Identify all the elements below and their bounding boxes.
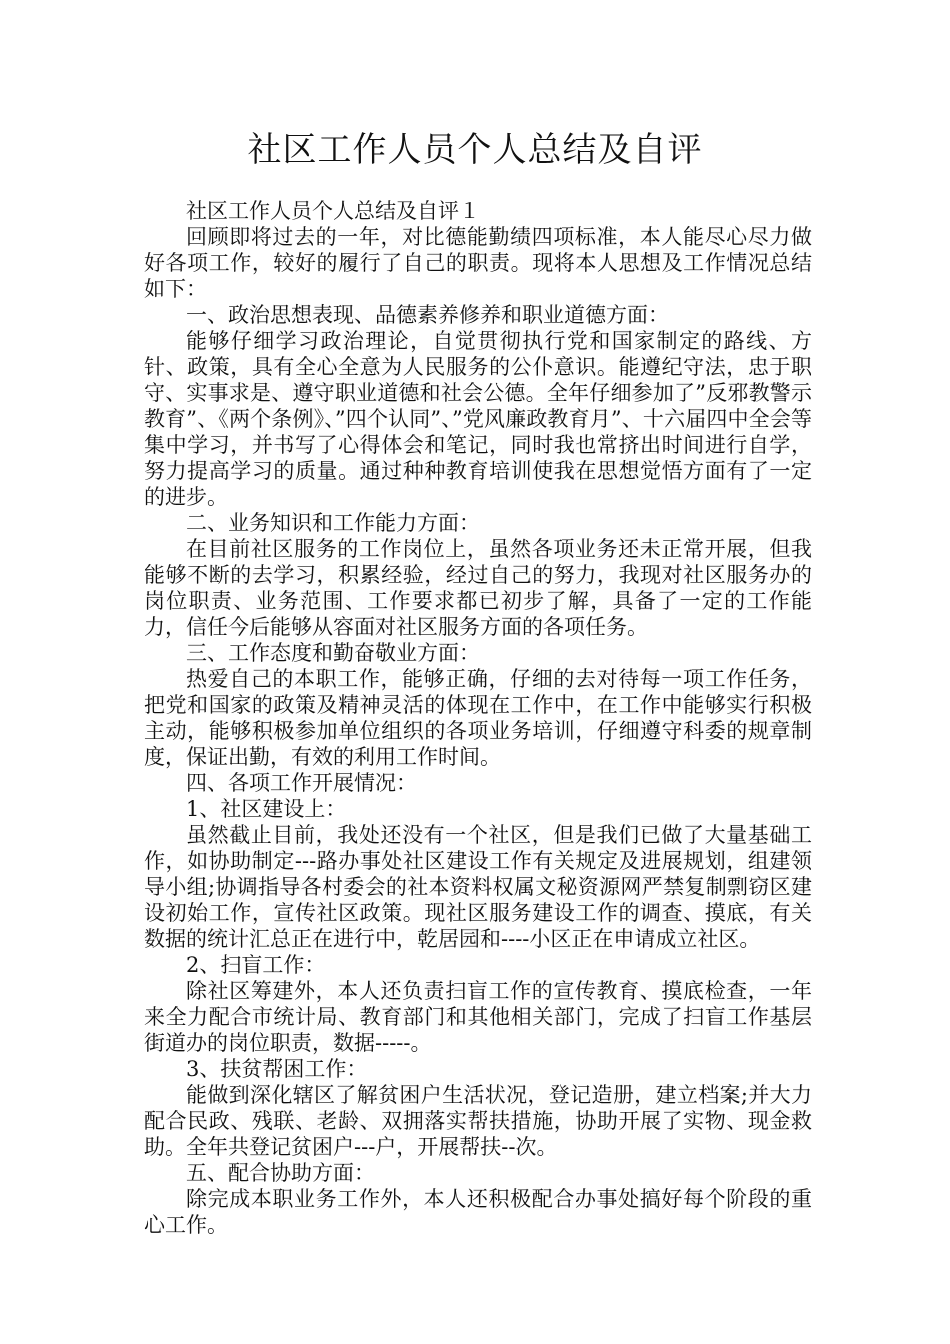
heading-section-4: 四、各项工作开展情况： [186,771,417,795]
subheading-community-building: 1、社区建设上： [186,797,347,821]
document-title: 社区工作人员个人总结及自评 [247,130,703,170]
paragraph-section-1: 能够仔细学习政治理论，自觉贯彻执行党和国家制定的路线、方针、政策，具有全心全意为人民服务的公仆意识。能遵纪守法，忠于职守、实事求是、遵守职业道德和社会公德。全年仔细参加了”反邪教警示教育”、《两个条例》、”四个认同”、”党风廉政教育月”、十六届四中全会等集中学习，并书写了心得体会和笔记，同时我也常挤出时间进行自学，努力提高学习的质量。通过种种教育培训使我在思想觉悟方面有了一定的进步。 [144,329,812,509]
paragraph-poverty-relief: 能做到深化辖区了解贫困户生活状况，登记造册，建立档案;并大力配合民政、残联、老龄、双拥落实帮扶措施，协助开展了实物、现金救助。全年共登记贫困户---户，开展帮扶--次。 [144,1083,812,1159]
heading-section-5: 五、配合协助方面： [186,1161,375,1185]
heading-section-3: 三、工作态度和勤奋敬业方面： [186,641,480,665]
document-body [144,198,812,1238]
subheading-poverty-relief: 3、扶贫帮困工作： [186,1057,368,1081]
paragraph-section-2: 在目前社区服务的工作岗位上，虽然各项业务还未正常开展，但我能够不断的去学习，积累经验，经过自己的努力，我现对社区服务办的岗位职责、业务范围、工作要求都已初步了解，具备了一定的工作能力，信任今后能够从容面对社区服务方面的各项任务。 [144,537,812,639]
heading-section-2: 二、业务知识和工作能力方面： [186,511,480,535]
paragraph-intro: 回顾即将过去的一年，对比德能勤绩四项标准，本人能尽心尽力做好各项工作，较好的履行了自己的职责。现将本人思想及工作情况总结如下： [144,225,812,301]
heading-section-1: 一、政治思想表现、品德素养修养和职业道德方面： [186,303,669,327]
paragraph-section-5: 除完成本职业务工作外，本人还积极配合办事处搞好每个阶段的重心工作。 [144,1187,812,1237]
paragraph-section-3: 热爱自己的本职工作，能够正确，仔细的去对待每一项工作任务，把党和国家的政策及精神灵活的体现在工作中，在工作中能够实行积极主动，能够积极参加单位组织的各项业务培训，仔细遵守科委的规章制度，保证出勤，有效的利用工作时间。 [144,667,812,769]
paragraph-community-building: 虽然截止目前，我处还没有一个社区，但是我们已做了大量基础工作，如协助制定---路办事处社区建设工作有关规定及进展规划，组建领导小组;协调指导各村委会的社本资料权属文秘资源网严禁复制剽窃区建设初始工作，宣传社区政策。现社区服务建设工作的调查、摸底，有关数据的统计汇总正在进行中，乾居园和----小区正在申请成立社区。 [144,823,812,951]
paragraph-literacy: 除社区筹建外，本人还负责扫盲工作的宣传教育、摸底检查，一年来全力配合市统计局、教育部门和其他相关部门，完成了扫盲工作基层街道办的岗位职责，数据-----。 [144,979,812,1055]
paragraph-subtitle: 社区工作人员个人总结及自评１ [186,199,480,223]
subheading-literacy: 2、扫盲工作： [186,953,326,977]
